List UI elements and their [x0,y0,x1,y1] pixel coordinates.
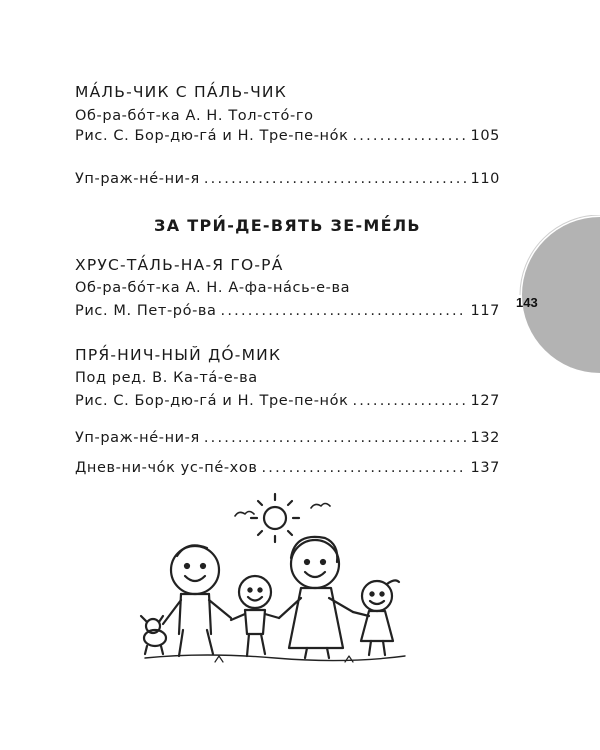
boy-figure-icon [231,576,279,656]
page-ref: 117 [470,303,500,319]
story-adaptation-malchik: Об-ра-бо́т-ка А. Н. Тол-сто́-го [75,108,314,124]
story-title-domik: ПРЯ́-НИЧ-НЫЙ ДО́-МИК [75,346,282,364]
entry-label: Уп-раж-не́-ни-я [75,171,200,187]
entry-label: Уп-раж-не́-ни-я [75,430,200,446]
story-editor-domik: Под ред. В. Ка-та́-е-ва [75,370,258,386]
illustrator-credit: Рис. С. Бор-дю-га́ и Н. Тре-пе-но́к [75,393,349,409]
section-heading: ЗА ТРИ́-ДЕ-ВЯТЬ ЗЕ-МЕ́ЛЬ [154,216,421,235]
sun-icon [251,494,299,542]
girl-figure-icon [353,580,399,655]
story-title-gora: ХРУС-ТА́ЛЬ-НА-Я ГО-РА́ [75,256,284,274]
leader-dots [204,171,467,187]
entry-label: Днев-ни-чо́к ус-пе́-хов [75,460,258,476]
leader-dots [204,430,467,446]
illustrator-credit: Рис. С. Бор-дю-га́ и Н. Тре-пе-но́к [75,128,349,144]
leader-dots [352,393,466,409]
page-ref: 105 [470,128,500,144]
toc-entry-gora[interactable] [75,303,500,319]
toc-entry-domik[interactable] [75,393,500,409]
toc-entry-diary[interactable] [75,460,500,476]
story-adaptation-gora: Об-ра-бо́т-ка А. Н. А-фа-на́сь-е-ва [75,280,351,296]
mom-figure-icon [279,537,353,658]
toc-entry-malchik[interactable] [75,128,500,144]
leader-dots [352,128,466,144]
family-illustration-icon [125,480,425,670]
illustrator-credit: Рис. М. Пет-ро́-ва [75,303,217,319]
dog-icon [141,616,166,654]
page-ref: 132 [470,430,500,446]
page-ref: 110 [470,171,500,187]
toc-entry-exercises-2[interactable] [75,430,500,446]
page-ref: 127 [470,393,500,409]
leader-dots [261,460,466,476]
dad-figure-icon [163,545,231,656]
leader-dots [221,303,467,319]
page-ref: 137 [470,460,500,476]
page-tab-icon [500,215,600,375]
page-number: 143 [516,295,538,310]
story-title-malchik: МА́ЛЬ-ЧИК С ПА́ЛЬ-ЧИК [75,83,287,101]
toc-entry-exercises-1[interactable] [75,171,500,187]
